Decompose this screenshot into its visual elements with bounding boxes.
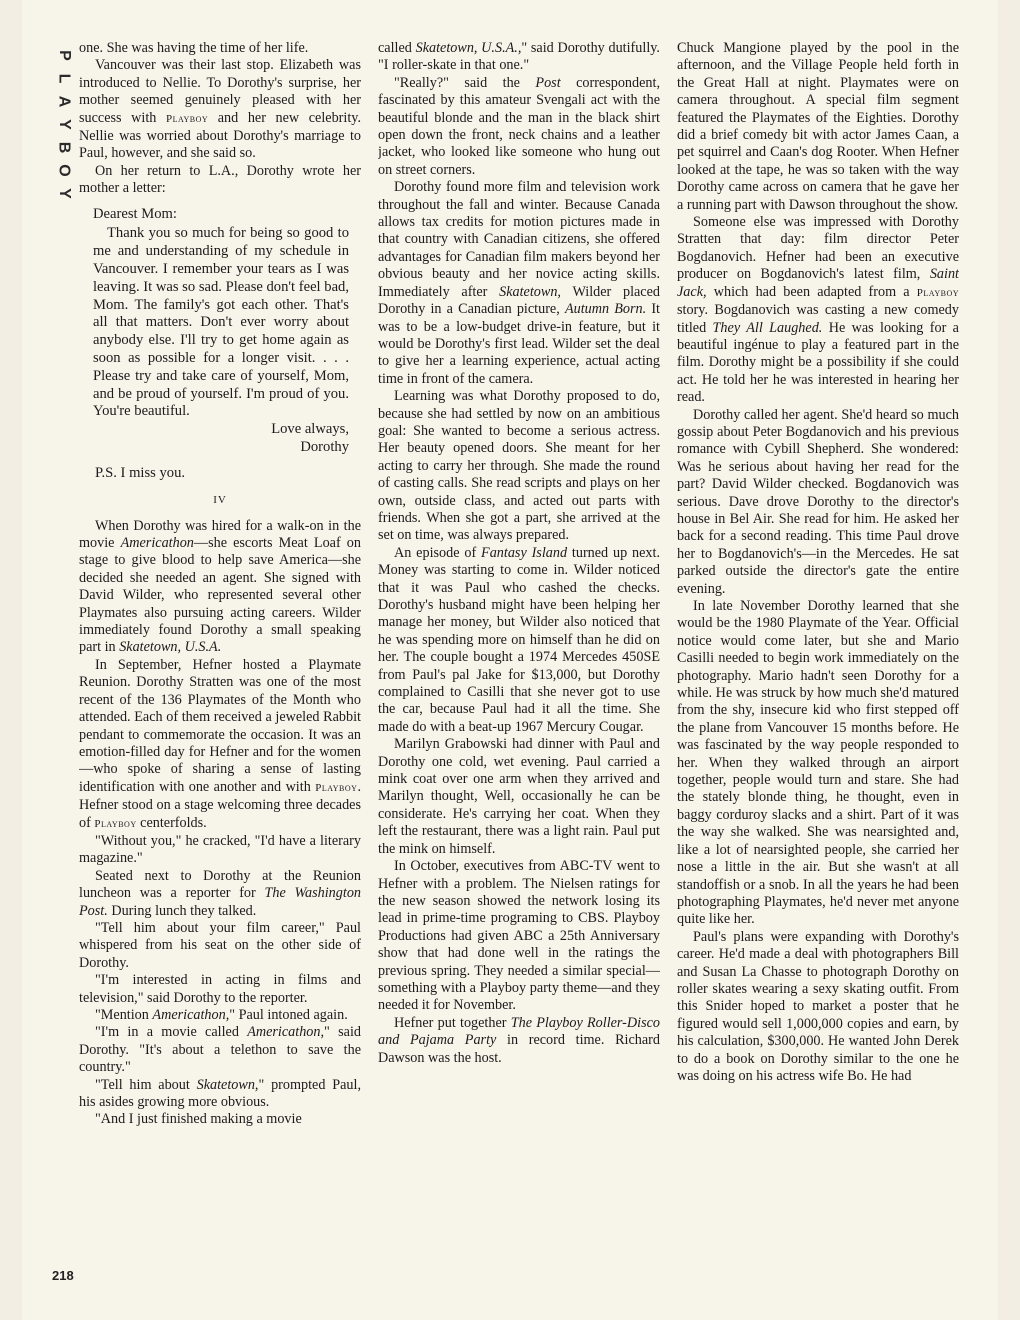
- paragraph: Chuck Mangione played by the pool in the afternoon, and the Village People held forth in the Great Hall at night. Playmates were on camera throughout. A special film segment featured the Playmates of the Eighties. Dorothy did a brief comedy bit with actor James Caan, a pet squirrel and Caan's dog Rooter. When Hefner looked at the tape, he was so taken with the way Dorothy came across on camera that he gave her a running part with Dawson throughout the show.: [677, 40, 959, 213]
- letter-body: Thank you so much for being so good to me and understanding of my schedule in Vancouver. I remember your tears as I was leaving. It was so sad. Please don't feel bad, Mom. The family's got each other. That's all that matters. Don't ever worry about anybody else. I'll try to get home again as soon as possible for a longer visit. . . . Please try and take care of yourself, Mom, and be proud of yourself. I'm proud of you. You're beautiful.: [93, 225, 349, 420]
- paragraph: one. She was having the time of her life.: [79, 40, 309, 56]
- masthead-letter: O: [55, 164, 73, 177]
- masthead-letter: Y: [55, 188, 73, 199]
- paragraph: called Skatetown, U.S.A.," said Dorothy dutifully. "I roller-skate in that one.": [378, 40, 660, 74]
- text-column-3: [677, 40, 959, 1280]
- text-column-1: [79, 40, 361, 1280]
- paragraph: "Without you," he cracked, "I'd have a literary magazine.": [79, 832, 361, 867]
- masthead-letter: Y: [55, 119, 73, 130]
- paragraph: Vancouver was their last stop. Elizabeth was introduced to Nellie. To Dorothy's surprise, her mother seemed genuinely pleased with her success with Playboy and her new celebrity. Nellie was worried about Dorothy's marriage to Paul, however, and she said so.: [79, 57, 361, 162]
- masthead-letter: L: [55, 73, 73, 84]
- masthead-letter: B: [55, 141, 73, 154]
- page-number: 218: [52, 1268, 74, 1283]
- paragraph: An episode of Fantasy Island turned up next. Money was starting to come in. Wilder noticed that it was Paul who cashed the checks. Dorothy's husband might have been helping her manage her money, but Wilder also noticed that he was spending more on himself than he did on her. The couple bought a 1974 Mercedes 450SE from Paul's pal Jake for $13,000, but Dorothy complained to Casilli that she never got to use the car, because Paul had it all the time. She made do with a beat-up 1967 Mercury Cougar.: [378, 544, 660, 735]
- masthead-letter: A: [55, 95, 73, 108]
- paragraph: "I'm in a movie called Americathon," said Dorothy. "It's about a telethon to save the country.": [79, 1024, 361, 1076]
- paragraph: "Tell him about Skatetown," prompted Paul, his asides growing more obvious.: [79, 1076, 361, 1111]
- section-heading: IV: [213, 494, 227, 507]
- letter-signature: Dorothy: [300, 439, 349, 456]
- paragraph: "And I just finished making a movie: [95, 1111, 302, 1128]
- paragraph: On her return to L.A., Dorothy wrote her mother a letter:: [79, 162, 361, 197]
- playboy-smallcaps: Playboy: [165, 112, 209, 125]
- paragraph: "Tell him about your film career," Paul whispered from his seat on the other side of Dorothy.: [79, 919, 361, 971]
- paragraph: Learning was what Dorothy proposed to do, because she had settled by now on an ambitious goal: She wanted to become a serious actress. Her beauty opened doors. She meant for her acting to carry her through. She made the round of casting calls. She read scripts and plays on her own, outside class, and acted out parts with friends. When she got a part, she arrived at the set on time, was always prepared.: [378, 388, 660, 544]
- paragraph: In September, Hefner hosted a Playmate Reunion. Dorothy Stratten was one of the most recent of the 136 Playmates of the Month who attended. Each of them received a jeweled Rabbit pendant to commemorate the occasion. It was an emotion-filled day for Hefner and for the women—who spoke of sharing a sense of lasting identification with one another and with Playboy. Hefner stood on a stage welcoming three decades of Playboy centerfolds.: [79, 656, 361, 831]
- masthead-letter: P: [55, 50, 73, 61]
- letter-closing: Love always,: [271, 421, 349, 438]
- playboy-masthead: [52, 44, 76, 205]
- paragraph: Seated next to Dorothy at the Reunion luncheon was a reporter for The Washington Post. During lunch they talked.: [79, 867, 361, 919]
- letter-salutation: Dearest Mom:: [93, 205, 177, 222]
- letter-postscript: P.S. I miss you.: [95, 464, 186, 481]
- magazine-page: [22, 0, 998, 1320]
- paragraph: Dorothy called her agent. She'd heard so much gossip about Peter Bogdanovich and his previous romance with Cybill Shepherd. She wondered: Was he serious about having her read for the part? David Wilder checked. Bogdanovich was serious. Dave drove Dorothy to the director's house in Bel Air. She read for him. He asked her back for a second reading. This time Paul drove her to Bogdanovich's—in the Mercedes. He sat parked outside the director's gate the entire evening.: [677, 406, 959, 597]
- paragraph: In October, executives from ABC-TV went to Hefner with a problem. The Nielsen ratings for the new season showed the network losing its lead in prime-time programing to CBS. Playboy Productions had given ABC a 25th Anniversary show that had done well in the ratings the previous spring. They needed a similar special—something with a Playboy party theme—and they needed it for November.: [378, 858, 660, 1014]
- paragraph: Marilyn Grabowski had dinner with Paul and Dorothy one cold, wet evening. Paul carried a mink coat over one arm when they arrived and Marilyn thought, Well, occasionally he can be considerate. He's carrying her coat. When they left the restaurant, there was a light rain. Paul put the mink on himself.: [378, 736, 660, 857]
- letter-block: [93, 206, 349, 457]
- paragraph: Paul's plans were expanding with Dorothy's career. He'd made a deal with photographers Bill and Susan La Chasse to photograph Dorothy on roller skates wearing a sexy skating outfit. From this Snider hoped to market a poster that he figured would sell 1,000,000 copies and earn, by his calculation, $300,000. He wanted John Derek to do a book on Dorothy similar to the one he was doing on his actress wife Bo. He had: [677, 928, 959, 1084]
- paragraph: "Really?" said the Post correspondent, fascinated by this amateur Svengali act with the beautiful blonde and the man in the black shirt open down the front, neck chains and a leather jacket, who looked like someone who hung out on street corners.: [378, 74, 660, 178]
- paragraph: Hefner put together The Playboy Roller-Disco and Pajama Party in record time. Richard Dawson was the host.: [378, 1014, 660, 1066]
- paragraph: In late November Dorothy learned that she would be the 1980 Playmate of the Year. Official notice would come later, but she and Mario Casilli needed to begin work immediately on the photography. Mario hadn't seen Dorothy for a while. He was struck by how much she'd matured from the shy, insecure kid who first stepped off the plane from Vancouver 15 months before. He was fascinated by the way people responded to her. When they walked through an airport together, people would turn and stare. She had the stately blonde thing, he thought, even in baggy corduroy slacks and a shirt. Part of it was the way she walked. She was nearsighted and, like a lot of nearsighted people, she carried her nose a little in the air. But she wasn't at all standoffish or a snob. In all the years he had been photographing Playmates, he'd never met anyone quite like her.: [677, 598, 959, 928]
- paragraph: Someone else was impressed with Dorothy Stratten that day: film director Peter Bogdanovich. Hefner had been an executive producer on Bogdanovich's latest film, Saint Jack, which had been adapted from a Playboy story. Bogdanovich was casting a new comedy titled They All Laughed. He was looking for a beautiful ingénue to play a featured part in the film. Dorothy might be a possibility if she could act. He told her he was interested in hearing her read.: [677, 214, 959, 406]
- paragraph: Dorothy found more film and television work throughout the fall and winter. Because Canada allows tax credits for motion pictures made in that country with Canadian citizens, she offered advantages for Canadian film makers beyond her obvious beauty and her novice acting skills. Immediately after Skatetown, Wilder placed Dorothy in a Canadian picture, Autumn Born. It was to be a low-budget drive-in feature, but it would be Dorothy's first lead. Wilder set the deal to give her a learning experience, actual acting time in front of the camera.: [378, 179, 660, 387]
- paragraph: "Mention Americathon," Paul intoned again.: [95, 1007, 348, 1023]
- paragraph: When Dorothy was hired for a walk-on in the movie Americathon—she escorts Meat Loaf on stage to give blood to help save America—she decided she needed an agent. She signed with David Wilder, who represented several other Playmates also pursuing acting careers. Wilder immediately found Dorothy a small speaking part in Skatetown, U.S.A.: [79, 517, 361, 656]
- text-column-2: [378, 40, 660, 1280]
- paragraph: "I'm interested in acting in films and television," said Dorothy to the reporter.: [79, 972, 361, 1006]
